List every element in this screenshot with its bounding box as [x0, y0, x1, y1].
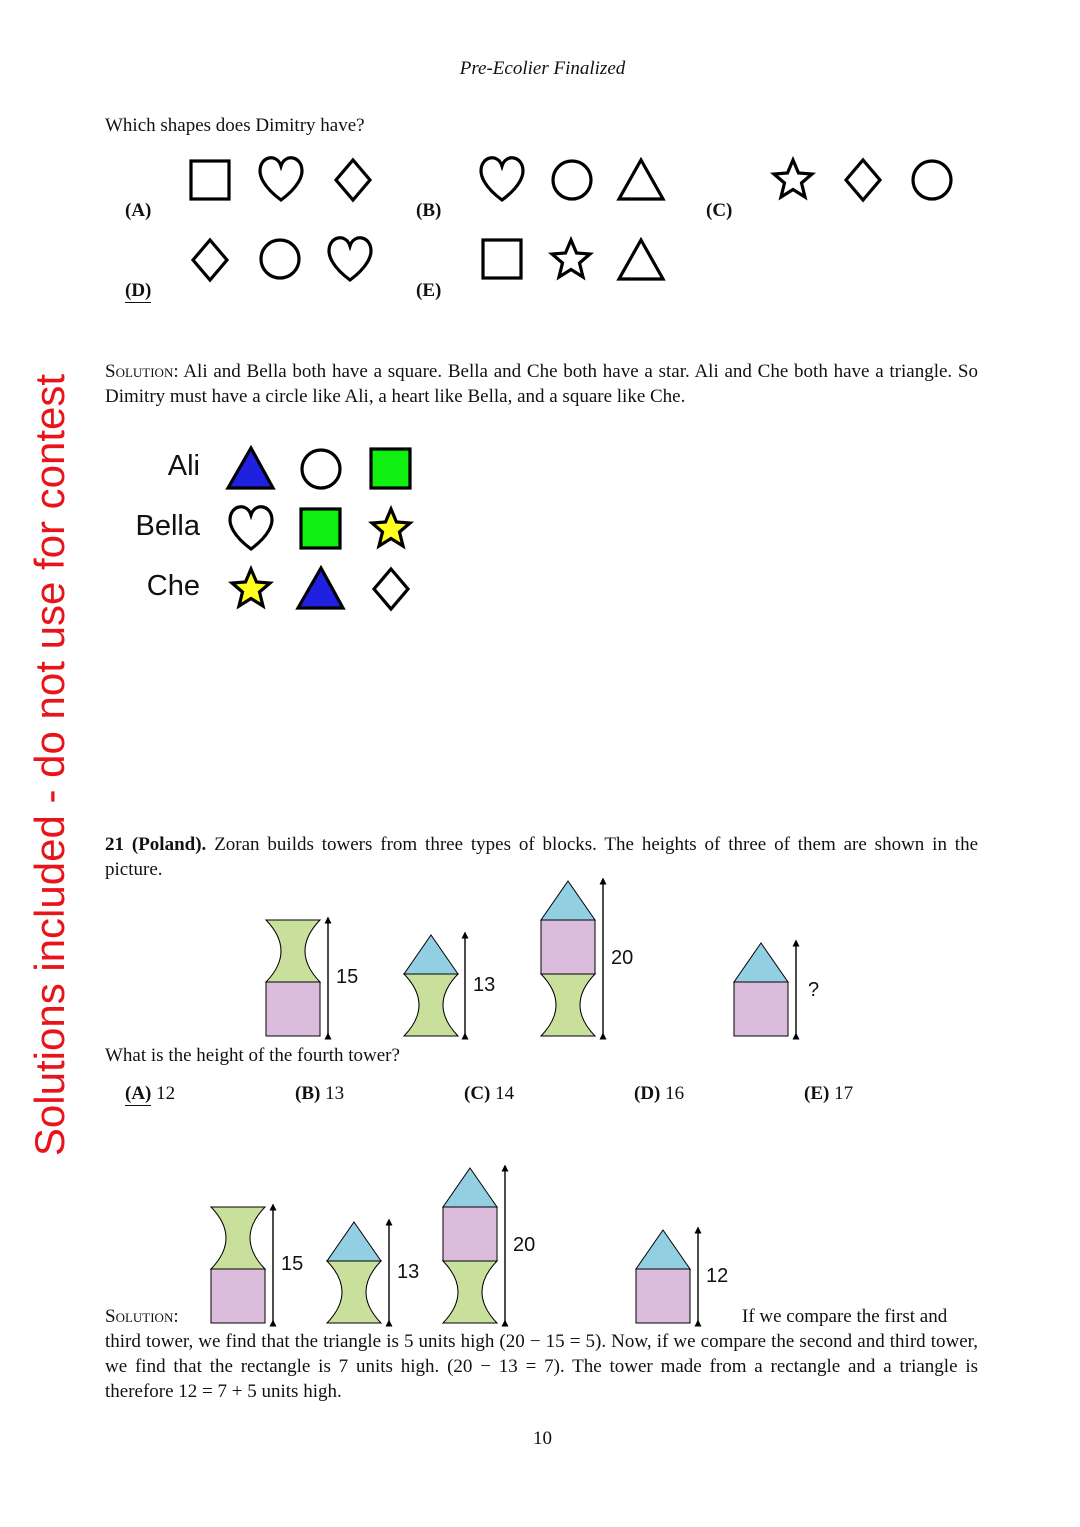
triangle-block: [636, 1230, 690, 1269]
q21-statement: 21 (Poland). Zoran builds towers from three types of blocks. The heights of three of them are shown in the picture.: [105, 834, 979, 880]
q20-option-e[interactable]: (E): [416, 280, 442, 301]
q20-option-c[interactable]: (C): [706, 200, 733, 221]
tower-height-label: 13: [473, 974, 496, 996]
running-header: Pre-Ecolier Finalized: [459, 58, 626, 79]
triangle-block: [327, 1222, 381, 1261]
person-name-ali: Ali: [167, 450, 200, 482]
person-name-bella: Bella: [135, 510, 200, 542]
triangle-block: [443, 1168, 497, 1207]
tower-height-label: 12: [706, 1265, 729, 1287]
tower-height-label: 20: [513, 1234, 536, 1256]
q20-question: Which shapes does Dimitry have?: [105, 115, 365, 136]
tower-height-label: 20: [611, 947, 634, 969]
watermark: Solutions included - do not use for contest: [26, 373, 73, 1157]
tower-height-label: 15: [336, 966, 359, 988]
page-number: 10: [533, 1428, 552, 1449]
q21-option-a[interactable]: (A) 12: [125, 1083, 176, 1104]
q20-option-b[interactable]: (B): [416, 200, 442, 221]
q21-solution-first: If we compare the first and: [742, 1306, 948, 1327]
rectangle-block: [211, 1269, 265, 1323]
q21-solution-label: Solution:: [105, 1306, 179, 1327]
q21-option-c[interactable]: (C) 14: [464, 1083, 515, 1104]
q20-option-d[interactable]: (D): [125, 280, 152, 301]
q21-question: What is the height of the fourth tower?: [105, 1045, 400, 1066]
q21-option-d[interactable]: (D) 16: [634, 1083, 685, 1104]
hourglass-block: [211, 1207, 265, 1269]
rectangle-block: [636, 1269, 690, 1323]
tower-height-label: 15: [281, 1253, 304, 1275]
q20-solution: Solution: Ali and Bella both have a square. Bella and Che both have a star. Ali and Che both have a triangle. So Dimitry must have a circle like Ali, a heart like Bella, and a square like Che.: [105, 361, 978, 407]
rectangle-block: [443, 1207, 497, 1261]
person-name-che: Che: [146, 570, 200, 602]
q21-option-b[interactable]: (B) 13: [295, 1083, 345, 1104]
hourglass-block: [327, 1261, 381, 1323]
tower-height-label: ?: [808, 979, 820, 1001]
tower-height-label: 13: [397, 1261, 420, 1283]
hourglass-block: [443, 1261, 497, 1323]
q21-option-e[interactable]: (E) 17: [804, 1083, 854, 1104]
q21-solution-text: third tower, we find that the triangle is 5 units high (20 − 15 = 5). Now, if we compare the second and third tower, we find that the rectangle is 7 units high. (20 − 13 = 7). The tower made from a rectangle and a triangle is therefore 12 = 7 + 5 units high.: [105, 1331, 978, 1402]
q20-option-a[interactable]: (A): [125, 200, 152, 221]
